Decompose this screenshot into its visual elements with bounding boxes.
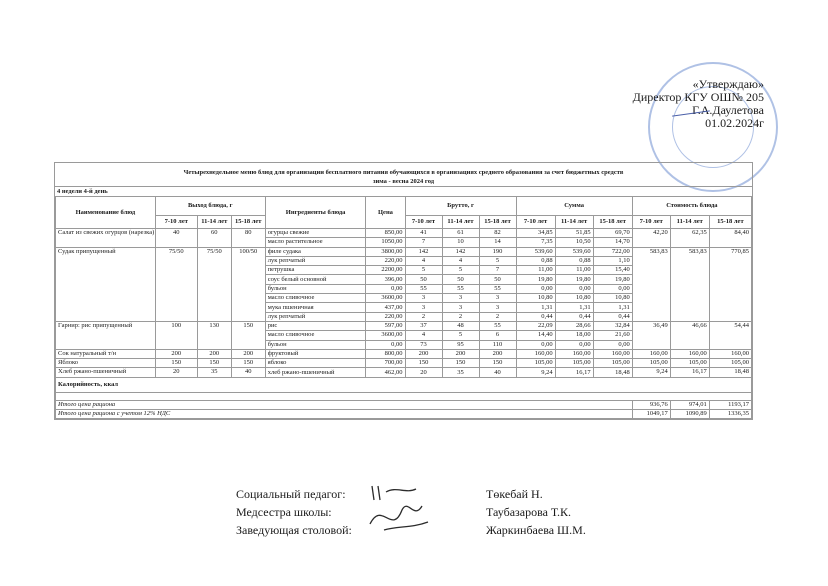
dish-output: 80 — [231, 229, 265, 248]
dish-cost: 16,17 — [670, 368, 709, 377]
calories-row — [56, 377, 752, 392]
dish-name: Сок натуральный т/н — [56, 349, 156, 358]
sum-value: 11,00 — [555, 266, 593, 275]
gross-value: 14 — [479, 238, 516, 247]
age-header: 7-10 лет — [405, 216, 442, 229]
ingredient-price: 0,00 — [366, 340, 405, 349]
age-header: 7-10 лет — [516, 216, 555, 229]
col-output-header: Выход блюда, г — [155, 197, 265, 216]
gross-value: 61 — [442, 229, 479, 238]
gross-value: 41 — [405, 229, 442, 238]
total-vat-value: 1090,89 — [670, 410, 709, 419]
approval-name: Г.А.Даулетова — [692, 103, 764, 117]
dish-cost: 62,35 — [670, 229, 709, 248]
ingredient-price: 700,00 — [366, 359, 405, 368]
dish-cost: 160,00 — [709, 349, 751, 358]
age-header: 15-18 лет — [231, 216, 265, 229]
spacer-row — [56, 392, 752, 400]
ingredient-row — [56, 247, 752, 256]
sum-value: 21,60 — [593, 331, 632, 340]
ingredient-row — [56, 349, 752, 358]
sum-value: 10,80 — [555, 294, 593, 303]
sum-value: 160,00 — [516, 349, 555, 358]
gross-value: 6 — [479, 331, 516, 340]
dish-cost: 36,49 — [632, 321, 670, 349]
sum-value: 10,80 — [593, 294, 632, 303]
gross-value: 7 — [479, 266, 516, 275]
gross-value: 200 — [405, 349, 442, 358]
sum-value: 0,00 — [516, 284, 555, 293]
sum-value: 0,00 — [555, 284, 593, 293]
sum-value: 1,31 — [555, 303, 593, 312]
gross-value: 200 — [479, 349, 516, 358]
dish-output: 75/50 — [197, 247, 231, 321]
handwritten-signature — [362, 480, 436, 540]
total-value: 936,76 — [632, 400, 670, 409]
ingredient-row — [56, 368, 752, 377]
dish-cost: 770,85 — [709, 247, 751, 321]
sum-value: 32,84 — [593, 321, 632, 330]
sum-value: 22,09 — [516, 321, 555, 330]
sum-value: 105,00 — [593, 359, 632, 368]
col-dish-header: Наименование блюд — [56, 197, 156, 229]
gross-value: 2 — [405, 312, 442, 321]
dish-cost: 84,40 — [709, 229, 751, 248]
col-ingredients-header: Ингредиенты блюда — [265, 197, 366, 229]
total-label: Итого цена рациона — [56, 400, 633, 409]
gross-value: 55 — [479, 321, 516, 330]
ingredient-row — [56, 359, 752, 368]
ingredient-price: 220,00 — [366, 312, 405, 321]
gross-value: 37 — [405, 321, 442, 330]
dish-cost: 9,24 — [632, 368, 670, 377]
dish-output: 100/50 — [231, 247, 265, 321]
age-header: 7-10 лет — [155, 216, 197, 229]
ingredient-name: лук репчатый — [265, 256, 366, 265]
signature-role: Заведующая столовой: — [236, 523, 352, 537]
menu-title: Четырехнедельное меню блюд для организации бесплатного питания обучающихся в организациях среднего образования за счет бюджетных средств — [183, 169, 624, 176]
dish-output: 150 — [231, 321, 265, 349]
gross-value: 55 — [479, 284, 516, 293]
total-vat-value: 1336,35 — [709, 410, 751, 419]
sum-value: 28,66 — [555, 321, 593, 330]
gross-value: 150 — [479, 359, 516, 368]
sum-value: 69,70 — [593, 229, 632, 238]
sum-value: 0,44 — [516, 312, 555, 321]
ingredient-price: 850,00 — [366, 229, 405, 238]
gross-value: 3 — [405, 303, 442, 312]
sum-value: 0,00 — [555, 340, 593, 349]
sum-value: 19,80 — [593, 275, 632, 284]
sum-value: 15,40 — [593, 266, 632, 275]
gross-value: 50 — [442, 275, 479, 284]
gross-value: 82 — [479, 229, 516, 238]
ingredient-price: 462,00 — [366, 368, 405, 377]
spacer-cell — [56, 392, 752, 400]
gross-value: 2 — [442, 312, 479, 321]
signature-name: Таубазарова Т.К. — [486, 505, 572, 519]
sum-value: 9,24 — [516, 368, 555, 377]
gross-value: 5 — [442, 266, 479, 275]
col-gross-header: Брутто, г — [405, 197, 516, 216]
gross-value: 150 — [405, 359, 442, 368]
approval-director: Директор КГУ ОШ№ 205 — [632, 90, 764, 104]
dish-output: 20 — [155, 368, 197, 377]
gross-value: 55 — [405, 284, 442, 293]
gross-value: 73 — [405, 340, 442, 349]
gross-value: 5 — [479, 256, 516, 265]
gross-value: 2 — [479, 312, 516, 321]
signature-role: Социальный педагог: — [236, 487, 346, 501]
gross-value: 7 — [405, 238, 442, 247]
ingredient-name: фруктовый — [265, 349, 366, 358]
dish-cost: 583,83 — [632, 247, 670, 321]
dish-cost: 105,00 — [670, 359, 709, 368]
age-header: 11-14 лет — [197, 216, 231, 229]
sum-value: 14,40 — [516, 331, 555, 340]
gross-value: 5 — [405, 266, 442, 275]
sum-value: 51,85 — [555, 229, 593, 238]
sum-value: 7,35 — [516, 238, 555, 247]
dish-cost: 42,20 — [632, 229, 670, 248]
gross-value: 3 — [479, 303, 516, 312]
sum-value: 0,00 — [516, 340, 555, 349]
gross-value: 142 — [405, 247, 442, 256]
gross-value: 5 — [442, 331, 479, 340]
gross-value: 40 — [479, 368, 516, 377]
dish-name: Гарнир: рис припущенный — [56, 321, 156, 349]
ingredient-name: яблоко — [265, 359, 366, 368]
gross-value: 142 — [442, 247, 479, 256]
col-price-header: Цена — [366, 197, 405, 229]
ingredient-row — [56, 321, 752, 330]
ingredient-price: 3600,00 — [366, 294, 405, 303]
sum-value: 0,00 — [593, 340, 632, 349]
dish-output: 75/50 — [155, 247, 197, 321]
ingredient-name: петрушка — [265, 266, 366, 275]
sum-value: 14,70 — [593, 238, 632, 247]
ingredient-name: лук репчатый — [265, 312, 366, 321]
approval-block — [633, 78, 764, 130]
dish-cost: 583,83 — [670, 247, 709, 321]
gross-value: 3 — [405, 294, 442, 303]
gross-value: 50 — [405, 275, 442, 284]
ingredient-name: соус белый основной — [265, 275, 366, 284]
menu-week-day: 4 недели 4-й день — [55, 186, 752, 196]
dish-cost: 160,00 — [632, 349, 670, 358]
gross-value: 150 — [442, 359, 479, 368]
ingredient-name: хлеб ржано-пшеничный — [265, 368, 366, 377]
total-value: 974,01 — [670, 400, 709, 409]
sum-value: 1,10 — [593, 256, 632, 265]
dish-output: 200 — [155, 349, 197, 358]
ingredient-name: бульон — [265, 284, 366, 293]
sum-value: 1,31 — [593, 303, 632, 312]
sum-value: 0,00 — [593, 284, 632, 293]
gross-value: 4 — [405, 256, 442, 265]
ingredient-price: 396,00 — [366, 275, 405, 284]
sum-value: 18,48 — [593, 368, 632, 377]
gross-value: 10 — [442, 238, 479, 247]
dish-output: 60 — [197, 229, 231, 248]
total-value: 1193,17 — [709, 400, 751, 409]
gross-value: 190 — [479, 247, 516, 256]
dish-cost: 105,00 — [632, 359, 670, 368]
age-header: 15-18 лет — [593, 216, 632, 229]
sum-value: 10,80 — [516, 294, 555, 303]
ingredient-price: 437,00 — [366, 303, 405, 312]
sum-value: 0,88 — [516, 256, 555, 265]
ingredient-price: 1050,00 — [366, 238, 405, 247]
total-vat-value: 1049,17 — [632, 410, 670, 419]
sum-value: 160,00 — [555, 349, 593, 358]
age-header: 11-14 лет — [555, 216, 593, 229]
sum-value: 0,88 — [555, 256, 593, 265]
dish-cost: 160,00 — [670, 349, 709, 358]
age-header: 15-18 лет — [479, 216, 516, 229]
signature-name: Жаркинбаева Ш.М. — [486, 523, 586, 537]
gross-value: 3 — [442, 303, 479, 312]
ingredient-name: огурцы свежие — [265, 229, 366, 238]
ingredient-name: бульон — [265, 340, 366, 349]
dish-output: 150 — [155, 359, 197, 368]
gross-value: 4 — [405, 331, 442, 340]
age-header: 11-14 лет — [442, 216, 479, 229]
age-header: 11-14 лет — [670, 216, 709, 229]
sum-value: 0,44 — [555, 312, 593, 321]
total-vat-row — [56, 410, 752, 419]
dish-name: Салат из свежих огурцов (нарезка) — [56, 229, 156, 248]
gross-value: 48 — [442, 321, 479, 330]
col-cost-header: Стоимость блюда — [632, 197, 751, 216]
signature-role: Медсестра школы: — [236, 505, 332, 519]
dish-cost: 46,66 — [670, 321, 709, 349]
gross-value: 110 — [479, 340, 516, 349]
dish-output: 200 — [197, 349, 231, 358]
ingredient-price: 3600,00 — [366, 331, 405, 340]
dish-output: 100 — [155, 321, 197, 349]
sum-value: 1,31 — [516, 303, 555, 312]
sum-value: 10,50 — [555, 238, 593, 247]
dish-output: 150 — [197, 359, 231, 368]
dish-output: 130 — [197, 321, 231, 349]
ingredient-price: 2200,00 — [366, 266, 405, 275]
gross-value: 20 — [405, 368, 442, 377]
sum-value: 160,00 — [593, 349, 632, 358]
dish-output: 35 — [197, 368, 231, 377]
approval-line: «Утверждаю» — [692, 77, 764, 91]
gross-value: 55 — [442, 284, 479, 293]
ingredient-price: 597,00 — [366, 321, 405, 330]
sum-value: 0,44 — [593, 312, 632, 321]
calories-label: Калорийность, ккал — [56, 377, 752, 392]
total-vat-label: Итого цена рациона с учетом 12% НДС — [56, 410, 633, 419]
dish-name: Хлеб ржано-пшеничный — [56, 368, 156, 377]
dish-name: Яблоко — [56, 359, 156, 368]
dish-cost: 105,00 — [709, 359, 751, 368]
sum-value: 16,17 — [555, 368, 593, 377]
gross-value: 50 — [479, 275, 516, 284]
ingredient-name: рис — [265, 321, 366, 330]
ingredient-name: масло сливочное — [265, 294, 366, 303]
approval-date: 01.02.2024г — [705, 116, 764, 130]
dish-cost: 18,48 — [709, 368, 751, 377]
menu-table — [55, 196, 752, 419]
ingredient-price: 800,00 — [366, 349, 405, 358]
gross-value: 95 — [442, 340, 479, 349]
sum-value: 539,60 — [516, 247, 555, 256]
menu-sheet — [54, 162, 753, 420]
dish-output: 40 — [231, 368, 265, 377]
sum-value: 722,00 — [593, 247, 632, 256]
age-header: 15-18 лет — [709, 216, 751, 229]
menu-body — [56, 229, 752, 378]
total-row — [56, 400, 752, 409]
dish-output: 40 — [155, 229, 197, 248]
gross-value: 4 — [442, 256, 479, 265]
sum-value: 105,00 — [555, 359, 593, 368]
sum-value: 105,00 — [516, 359, 555, 368]
ingredient-row — [56, 229, 752, 238]
ingredient-price: 0,00 — [366, 284, 405, 293]
sum-value: 539,60 — [555, 247, 593, 256]
ingredient-name: филе судака — [265, 247, 366, 256]
ingredient-price: 220,00 — [366, 256, 405, 265]
sum-value: 34,85 — [516, 229, 555, 238]
col-sum-header: Сумма — [516, 197, 632, 216]
gross-value: 3 — [442, 294, 479, 303]
sum-value: 11,00 — [516, 266, 555, 275]
ingredient-name: масло сливочное — [265, 331, 366, 340]
sum-value: 19,80 — [516, 275, 555, 284]
dish-output: 150 — [231, 359, 265, 368]
menu-subtitle: зима - весна 2024 год — [372, 178, 435, 185]
dish-output: 200 — [231, 349, 265, 358]
ingredient-name: масло растительное — [265, 238, 366, 247]
sum-value: 18,00 — [555, 331, 593, 340]
dish-cost: 54,44 — [709, 321, 751, 349]
sum-value: 19,80 — [555, 275, 593, 284]
gross-value: 200 — [442, 349, 479, 358]
age-header: 7-10 лет — [632, 216, 670, 229]
ingredient-name: мука пшеничная — [265, 303, 366, 312]
gross-value: 35 — [442, 368, 479, 377]
ingredient-price: 3800,00 — [366, 247, 405, 256]
signature-name: Төкебай Н. — [486, 487, 543, 501]
gross-value: 3 — [479, 294, 516, 303]
dish-name: Судак припущенный — [56, 247, 156, 321]
